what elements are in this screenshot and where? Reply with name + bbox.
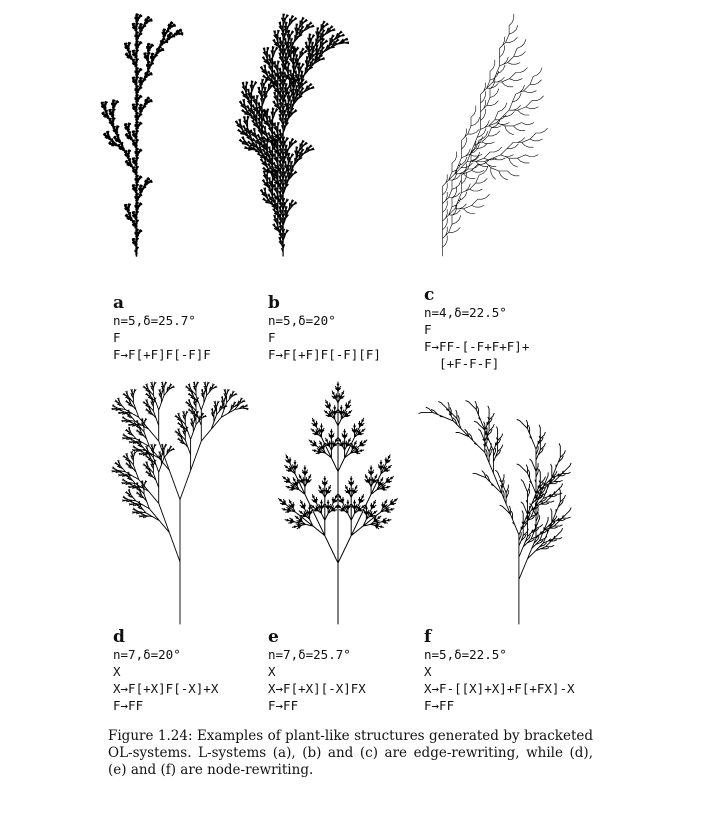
parameters-b: n=5,δ=20° — [268, 313, 336, 328]
rule-e-1: X→F[+X][-X]FX — [268, 681, 366, 696]
rule-f-2: F→FF — [424, 698, 455, 713]
caption-block-f — [424, 628, 575, 714]
plant-figure-e — [258, 378, 418, 628]
plant-branches — [419, 401, 571, 624]
parameters-a: n=5,δ=25.7° — [113, 313, 196, 328]
rule-e-2: F→FF — [268, 698, 299, 713]
axiom-c: F — [424, 322, 432, 337]
parameters-c: n=4,δ=22.5° — [424, 305, 507, 320]
parameters-d: n=7,δ=20° — [113, 647, 181, 662]
axiom-f: X — [424, 664, 432, 679]
plant-figure-b — [212, 10, 372, 260]
plant-figure-a — [62, 10, 222, 260]
panel-label-c: c — [424, 285, 435, 305]
figure-caption: Figure 1.24: Examples of plant-like structures generated by bracketed OL-systems. L-systems (a), (b) and (c) are edge-rewriting, while (d), (e) and (f) are node-rewriting. — [108, 728, 593, 778]
axiom-b: F — [268, 330, 276, 345]
plant-f-drawing — [415, 378, 575, 628]
axiom-e: X — [268, 664, 276, 679]
caption-block-e — [268, 628, 366, 714]
rule-c-2: [+F-F-F] — [424, 356, 500, 371]
caption-block-a — [113, 294, 211, 363]
axiom-a: F — [113, 330, 121, 345]
rule-d-2: F→FF — [113, 698, 144, 713]
rule-d-1: X→F[+X]F[-X]+X — [113, 681, 219, 696]
panel-label-a: a — [113, 293, 125, 313]
plant-a-drawing — [62, 10, 222, 260]
plant-branches — [279, 382, 398, 624]
caption-block-b — [268, 294, 381, 363]
parameters-f: n=5,δ=22.5° — [424, 647, 507, 662]
plant-branches — [102, 14, 183, 256]
caption-block-c — [424, 286, 529, 372]
panel-label-f: f — [424, 627, 432, 647]
plant-figure-f — [415, 378, 575, 628]
plant-branches — [112, 382, 248, 624]
plant-branches — [443, 14, 548, 256]
panel-label-e: e — [268, 627, 279, 647]
plant-e-drawing — [258, 378, 418, 628]
panel-label-d: d — [113, 627, 125, 647]
parameters-e: n=7,δ=25.7° — [268, 647, 351, 662]
rule-f-1: X→F-[[X]+X]+F[+FX]-X — [424, 681, 575, 696]
caption-block-d — [113, 628, 218, 714]
rule-a-1: F→F[+F]F[-F]F — [113, 347, 211, 362]
plant-b-drawing — [212, 10, 372, 260]
rule-b-1: F→F[+F]F[-F][F] — [268, 347, 381, 362]
plant-figure-d — [100, 378, 260, 628]
panel-label-b: b — [268, 293, 280, 313]
plant-figure-c — [415, 10, 575, 260]
plant-d-drawing — [100, 378, 260, 628]
plant-branches — [236, 14, 349, 256]
rule-c-1: F→FF-[-F+F+F]+ — [424, 339, 530, 354]
axiom-d: X — [113, 664, 121, 679]
plant-c-drawing — [415, 10, 575, 260]
